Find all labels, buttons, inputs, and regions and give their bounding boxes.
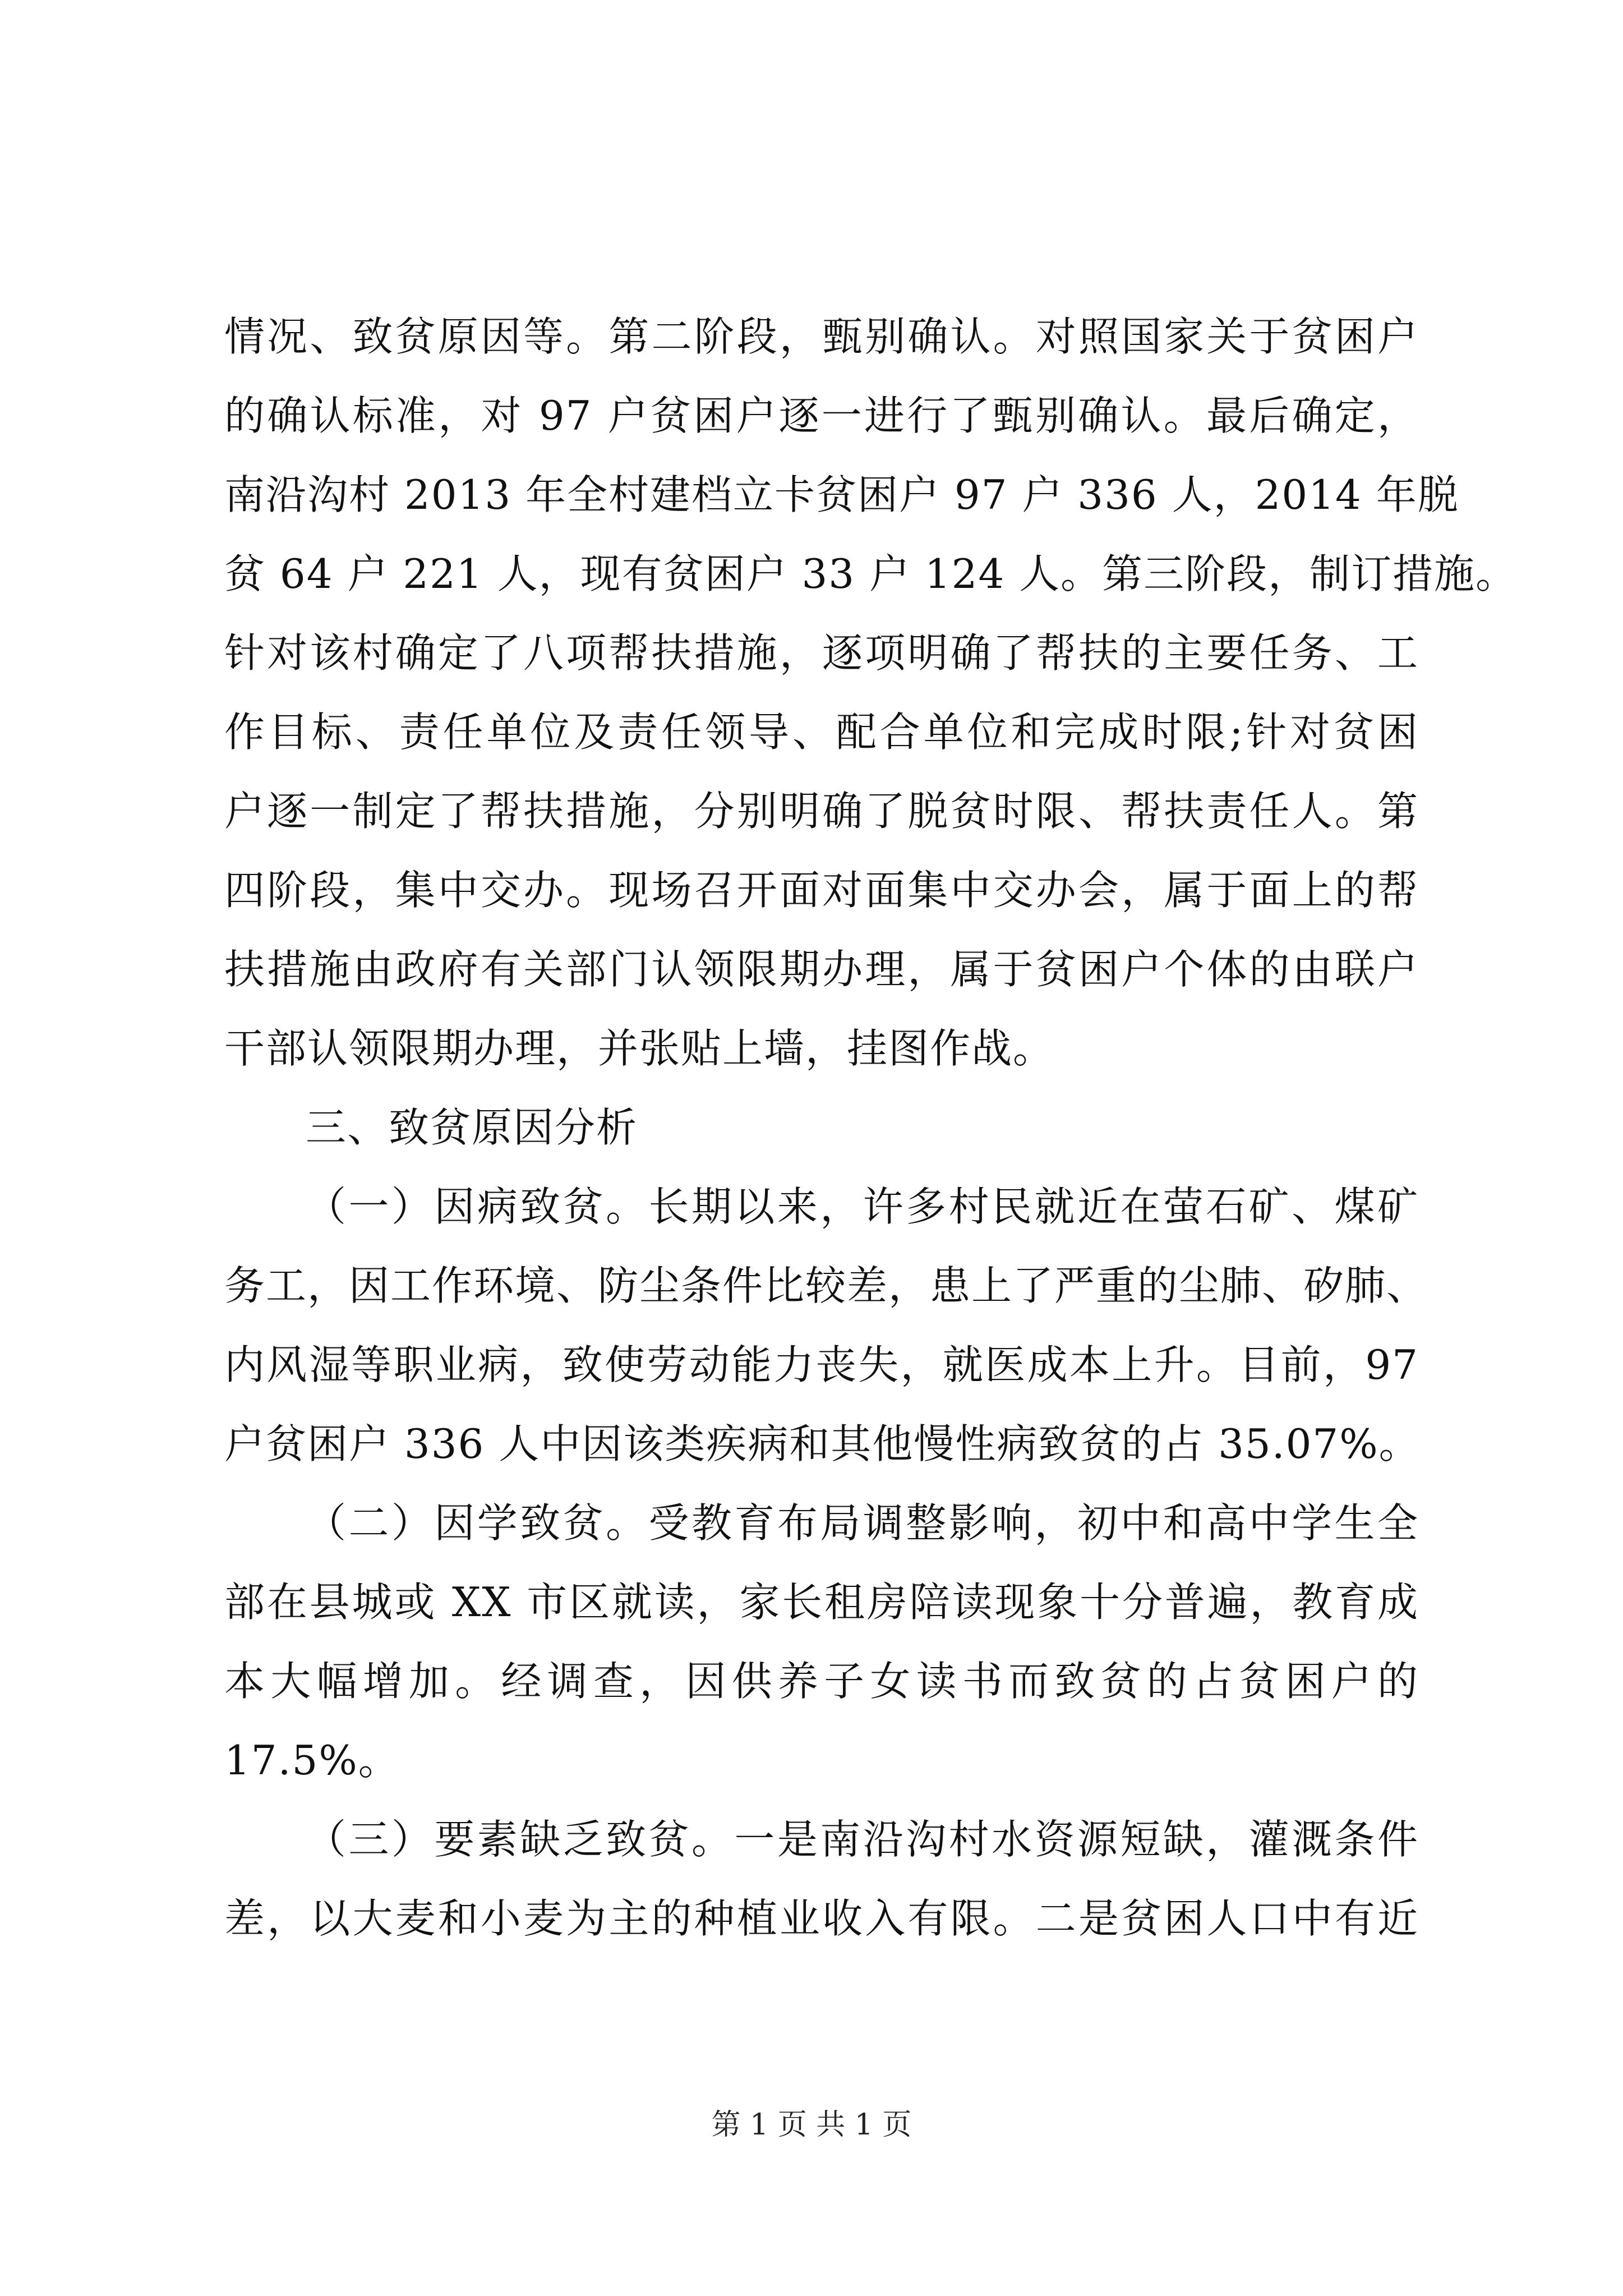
- text-line: 作目标、责任单位及责任领导、配合单位和完成时限;针对贫困: [224, 708, 1419, 756]
- text-line: 贫 64 户 221 人，现有贫困户 33 户 124 人。第三阶段，制订措施。: [224, 550, 1518, 597]
- document-body: [224, 297, 1518, 1958]
- text-line: 本大幅增加。经调查，因供养子女读书而致贫的占贫困户的: [224, 1658, 1419, 1705]
- text-line: 17.5%。: [224, 1737, 400, 1784]
- text-line: （二）因学致贫。受教育布局调整影响，初中和高中学生全: [306, 1499, 1419, 1547]
- text-line: 务工，因工作环境、防尘条件比较差，患上了严重的尘肺、矽肺、: [224, 1262, 1428, 1309]
- text-line: 四阶段，集中交办。现场召开面对面集中交办会，属于面上的帮: [224, 867, 1419, 914]
- text-line: 内风湿等职业病，致使劳动能力丧失，就医成本上升。目前，97: [224, 1341, 1419, 1388]
- text-line: 户贫困户 336 人中因该类疾病和其他慢性病致贫的占 35.07%。: [224, 1420, 1421, 1467]
- text-line: 户逐一制定了帮扶措施，分别明确了脱贫时限、帮扶责任人。第: [224, 788, 1419, 835]
- text-line: 情况、致贫原因等。第二阶段，甄别确认。对照国家关于贫困户: [224, 313, 1419, 360]
- text-line: 干部认领限期办理，并张贴上墙，挂图作战。: [224, 1025, 1055, 1072]
- page-footer: 第 1 页 共 1 页: [711, 2108, 912, 2142]
- text-line: 南沿沟村 2013 年全村建档立卡贫困户 97 户 336 人，2014 年脱: [224, 471, 1459, 518]
- text-line: 差，以大麦和小麦为主的种植业收入有限。二是贫困人口中有近: [224, 1895, 1419, 1942]
- text-line: 针对该村确定了八项帮扶措施，逐项明确了帮扶的主要任务、工: [224, 629, 1419, 677]
- text-line: （一）因病致贫。长期以来，许多村民就近在萤石矿、煤矿: [306, 1183, 1419, 1230]
- text-line: 扶措施由政府有关部门认领限期办理，属于贫困户个体的由联户: [224, 946, 1419, 993]
- text-line: 部在县城或 XX 市区就读，家长租房陪读现象十分普遍，教育成: [224, 1579, 1419, 1626]
- text-line: （三）要素缺乏致贫。一是南沿沟村水资源短缺，灌溉条件: [306, 1816, 1419, 1863]
- section-heading: 三、致贫原因分析: [306, 1104, 638, 1151]
- text-line: 的确认标准，对 97 户贫困户逐一进行了甄别确认。最后确定，: [224, 392, 1419, 439]
